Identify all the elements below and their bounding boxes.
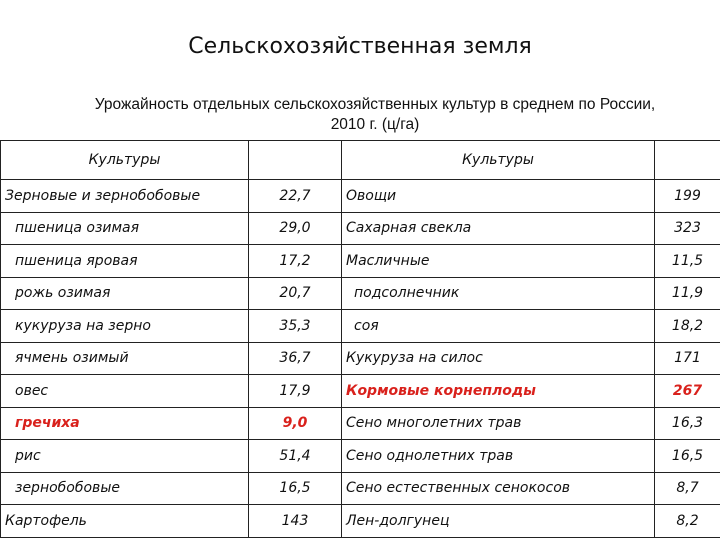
right-crop-yield: 18,2	[655, 310, 720, 343]
crop-yield-table	[0, 140, 720, 538]
header-blank-right	[655, 141, 720, 180]
left-crop-yield: 17,9	[249, 375, 342, 408]
left-crop-yield: 22,7	[249, 180, 342, 213]
left-crop-yield: 20,7	[249, 277, 342, 310]
table-row	[1, 180, 720, 213]
left-crop-name: кукуруза на зерно	[1, 310, 249, 343]
table-row	[1, 245, 720, 278]
left-crop-name: овес	[1, 375, 249, 408]
left-crop-name: Зерновые и зернобобовые	[1, 180, 249, 213]
right-crop-yield: 323	[655, 212, 720, 245]
left-crop-name: рожь озимая	[1, 277, 249, 310]
right-crop-yield: 199	[655, 180, 720, 213]
header-blank-left	[249, 141, 342, 180]
left-crop-name: Картофель	[1, 505, 249, 538]
left-crop-yield: 29,0	[249, 212, 342, 245]
right-crop-yield: 11,5	[655, 245, 720, 278]
right-crop-name: подсолнечник	[342, 277, 655, 310]
right-crop-yield: 11,9	[655, 277, 720, 310]
right-crop-yield-highlighted: 267	[655, 375, 720, 408]
caption-line-1: Урожайность отдельных сельскохозяйственных культур в среднем по России,	[94, 96, 656, 113]
left-crop-name: пшеница яровая	[1, 245, 249, 278]
right-crop-name: Сахарная свекла	[342, 212, 655, 245]
left-crop-yield: 17,2	[249, 245, 342, 278]
table-row	[1, 472, 720, 505]
right-crop-name: соя	[342, 310, 655, 343]
right-crop-yield: 171	[655, 342, 720, 375]
right-crop-name: Овощи	[342, 180, 655, 213]
table-header-row	[1, 141, 720, 180]
left-crop-name: зернобобовые	[1, 472, 249, 505]
right-crop-yield: 16,3	[655, 407, 720, 440]
table-row	[1, 212, 720, 245]
table-row	[1, 505, 720, 538]
right-crop-yield: 8,2	[655, 505, 720, 538]
right-crop-name: Лен-долгунец	[342, 505, 655, 538]
table-row	[1, 440, 720, 473]
right-crop-yield: 16,5	[655, 440, 720, 473]
left-crop-yield: 143	[249, 505, 342, 538]
right-crop-name: Кукуруза на силос	[342, 342, 655, 375]
right-crop-name: Сено естественных сенокосов	[342, 472, 655, 505]
right-crop-name-highlighted: Кормовые корнеплоды	[342, 375, 655, 408]
left-crop-yield: 36,7	[249, 342, 342, 375]
left-crop-yield: 35,3	[249, 310, 342, 343]
table-row	[1, 277, 720, 310]
left-crop-name: пшеница озимая	[1, 212, 249, 245]
left-crop-name-highlighted: гречиха	[1, 407, 249, 440]
caption-line-2: 2010 г. (ц/га)	[330, 116, 420, 133]
left-crop-name: ячмень озимый	[1, 342, 249, 375]
table-row	[1, 342, 720, 375]
table-caption	[30, 95, 720, 135]
table-row	[1, 310, 720, 343]
left-crop-yield-highlighted: 9,0	[249, 407, 342, 440]
page-title: Сельскохозяйственная земля	[188, 34, 532, 59]
right-crop-name: Масличные	[342, 245, 655, 278]
right-crop-name: Сено однолетних трав	[342, 440, 655, 473]
right-crop-name: Сено многолетних трав	[342, 407, 655, 440]
right-crop-yield: 8,7	[655, 472, 720, 505]
header-crops-left: Культуры	[1, 141, 249, 180]
header-crops-right: Культуры	[342, 141, 655, 180]
left-crop-name: рис	[1, 440, 249, 473]
table-row	[1, 407, 720, 440]
table-row	[1, 375, 720, 408]
left-crop-yield: 51,4	[249, 440, 342, 473]
left-crop-yield: 16,5	[249, 472, 342, 505]
